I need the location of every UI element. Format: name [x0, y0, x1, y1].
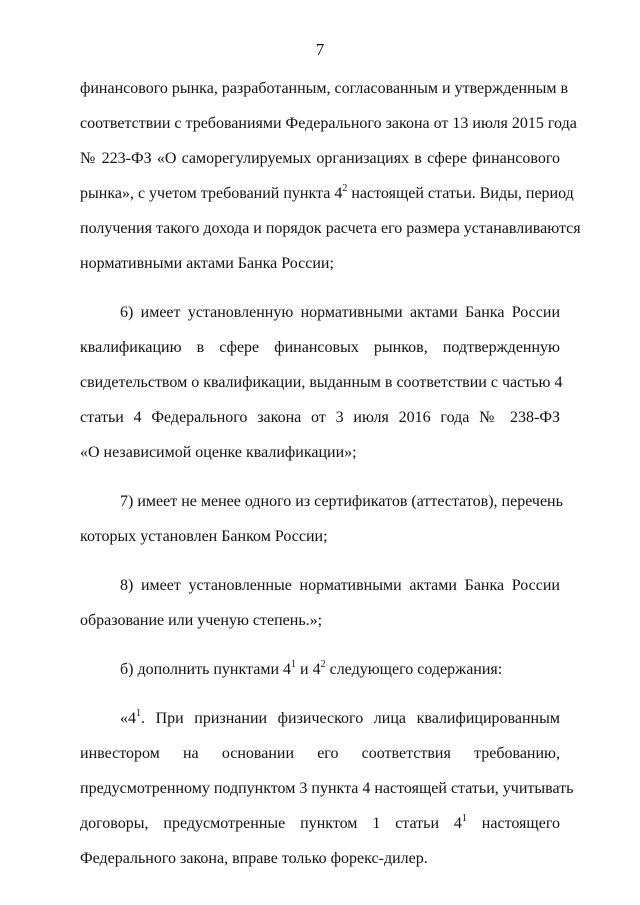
text-line: соответствии с требованиями Федерального закона от 13 июля 2015 года [80, 115, 577, 132]
text-line: № 223-ФЗ «О саморегулируемых организациях в сфере финансового [80, 150, 560, 167]
text-line: свидетельством о квалификации, выданным в соответствии с частью 4 [80, 374, 563, 391]
paragraph-gap [80, 559, 560, 573]
text-line: нормативными актами Банка России; [80, 255, 334, 272]
text-segment: . При признании физического лица квалифицированным [141, 710, 560, 727]
text-segment: рынка», с учетом требований пункта 4 [80, 185, 343, 202]
superscript: 2 [342, 183, 348, 194]
superscript: 2 [320, 659, 326, 670]
text-line-with-superscript [80, 181, 574, 216]
text-segment: договоры, предусмотренные пунктом 1 статьи 4 [80, 815, 462, 832]
text-line: которых установлен Банком России; [80, 528, 328, 545]
superscript: 1 [136, 708, 141, 719]
superscript: 1 [291, 659, 297, 670]
text-segment: б) дополнить пунктами 4 [120, 661, 292, 678]
paragraph-gap [80, 286, 560, 300]
paragraph-gap [80, 692, 560, 706]
text-line: статьи 4 Федерального закона от 3 июля 2016 года № 238-ФЗ [80, 409, 560, 426]
text-segment: настоящей статьи. Виды, период [347, 185, 574, 202]
text-segment: и 4 [296, 661, 321, 678]
paragraph-gap [80, 475, 560, 489]
paragraph-gap [80, 643, 560, 657]
text-segment: следующего содержания: [325, 661, 503, 678]
text-line: получения такого дохода и порядок расчета его размера устанавливаются [80, 220, 581, 237]
document-body [80, 76, 581, 881]
paragraph-start-line: 8) имеет установленные нормативными актами Банка России [120, 577, 560, 594]
text-line-with-superscript [80, 811, 560, 846]
text-line: финансового рынка, разработанным, согласованным и утвержденным в [80, 80, 569, 97]
text-segment: настоящего [466, 815, 560, 832]
paragraph-start-line-with-superscript [80, 657, 560, 692]
paragraph-start-line-with-superscript [80, 706, 560, 741]
paragraph-start-line: 7) имеет не менее одного из сертификатов (аттестатов), перечень [120, 493, 563, 510]
text-segment: «4 [120, 710, 136, 727]
text-line: предусмотренному подпунктом 3 пункта 4 настоящей статьи, учитывать [80, 780, 574, 797]
paragraph-start-line: 6) имеет установленную нормативными актами Банка России [120, 304, 560, 321]
text-line: квалификацию в сфере финансовых рынков, подтвержденную [80, 339, 560, 356]
text-line: образование или ученую степень.»; [80, 612, 323, 629]
text-line: Федерального закона, вправе только форекс-дилер. [80, 850, 428, 867]
text-line: инвестором на основании его соответствия требованию, [80, 745, 560, 762]
page-number: 7 [315, 40, 325, 59]
text-line: «О независимой оценке квалификации»; [80, 444, 357, 461]
superscript: 1 [461, 813, 467, 824]
